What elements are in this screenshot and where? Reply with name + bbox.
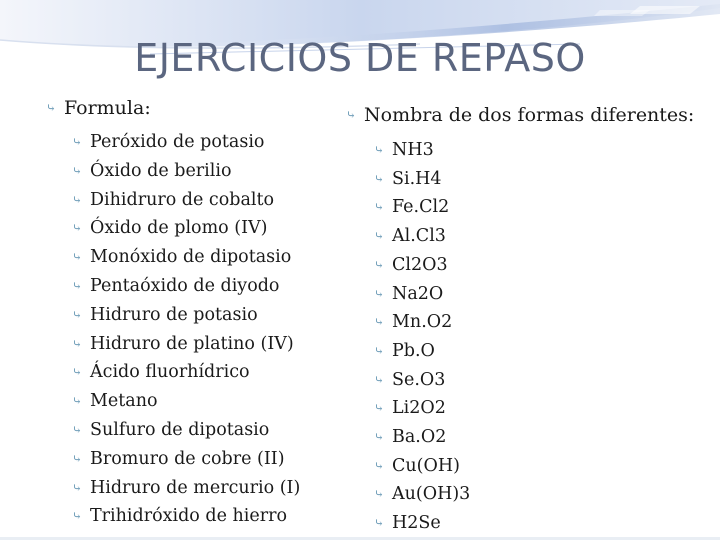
list-item-text: Peróxido de potasio bbox=[90, 132, 265, 152]
list-item bbox=[374, 308, 706, 337]
formula-heading-label: Formula: bbox=[64, 97, 151, 119]
curved-arrow-bullet-icon: ⤷ bbox=[374, 487, 385, 502]
list-item-text: Fe.Cl2 bbox=[392, 197, 450, 218]
curved-arrow-bullet-icon: ⤷ bbox=[374, 257, 385, 272]
list-item bbox=[374, 193, 706, 222]
curved-arrow-bullet-icon: ⤷ bbox=[72, 451, 83, 466]
curved-arrow-bullet-icon: ⤷ bbox=[374, 229, 385, 244]
curved-arrow-bullet-icon: ⤷ bbox=[374, 200, 385, 215]
list-item bbox=[374, 165, 706, 194]
list-item bbox=[374, 423, 706, 452]
curved-arrow-bullet-icon: ⤷ bbox=[72, 480, 83, 495]
list-item-text: Si.H4 bbox=[392, 168, 442, 189]
curved-arrow-bullet-icon: ⤷ bbox=[72, 250, 83, 265]
list-item bbox=[374, 452, 706, 481]
curved-arrow-bullet-icon: ⤷ bbox=[72, 365, 83, 380]
list-item bbox=[72, 445, 356, 474]
curved-arrow-bullet-icon: ⤷ bbox=[374, 143, 385, 157]
curved-arrow-bullet-icon: ⤷ bbox=[46, 101, 57, 115]
list-item-text: Ácido fluorhídrico bbox=[90, 362, 250, 383]
list-item bbox=[374, 366, 706, 395]
list-item-text: Trihidróxido de hierro bbox=[90, 506, 287, 527]
formula-list bbox=[46, 128, 356, 531]
list-item-text: Hidruro de platino (IV) bbox=[90, 333, 294, 354]
list-item-text: Ba.O2 bbox=[392, 427, 447, 448]
curved-arrow-bullet-icon: ⤷ bbox=[72, 394, 83, 409]
list-item bbox=[374, 480, 706, 509]
curved-arrow-bullet-icon: ⤷ bbox=[374, 286, 385, 301]
list-item bbox=[72, 330, 356, 359]
list-item bbox=[374, 509, 706, 538]
list-item bbox=[72, 128, 356, 157]
curved-arrow-bullet-icon: ⤷ bbox=[72, 163, 83, 178]
curved-arrow-bullet-icon: ⤷ bbox=[72, 509, 83, 524]
list-item-text: Al.Cl3 bbox=[392, 226, 446, 247]
formula-section bbox=[46, 96, 356, 531]
naming-heading-label: Nombra de dos formas diferentes: bbox=[364, 104, 695, 126]
curved-arrow-bullet-icon: ⤷ bbox=[374, 315, 385, 330]
list-item bbox=[72, 243, 356, 272]
list-item bbox=[72, 502, 356, 531]
curved-arrow-bullet-icon: ⤷ bbox=[374, 516, 385, 531]
list-item-text: H2Se bbox=[392, 513, 441, 534]
naming-heading bbox=[346, 103, 706, 127]
list-item bbox=[374, 394, 706, 423]
list-item-text: Na2O bbox=[392, 283, 444, 304]
list-item-text: Mn.O2 bbox=[392, 312, 453, 333]
curved-arrow-bullet-icon: ⤷ bbox=[374, 171, 385, 186]
list-item bbox=[72, 186, 356, 215]
curved-arrow-bullet-icon: ⤷ bbox=[374, 343, 385, 358]
list-item bbox=[374, 251, 706, 280]
curved-arrow-bullet-icon: ⤷ bbox=[72, 221, 83, 236]
naming-section bbox=[346, 103, 706, 538]
list-item-text: Cl2O3 bbox=[392, 254, 448, 275]
list-item-text: Dihidruro de cobalto bbox=[90, 189, 275, 210]
list-item-text: Pb.O bbox=[392, 340, 435, 361]
list-item bbox=[72, 358, 356, 387]
curved-arrow-bullet-icon: ⤷ bbox=[72, 307, 83, 322]
list-item-text: Óxido de plomo (IV) bbox=[90, 218, 268, 239]
list-item bbox=[72, 301, 356, 330]
curved-arrow-bullet-icon: ⤷ bbox=[374, 372, 385, 387]
list-item-text: Hidruro de mercurio (I) bbox=[90, 477, 301, 498]
list-item-text: Au(OH)3 bbox=[392, 484, 471, 505]
list-item bbox=[72, 416, 356, 445]
curved-arrow-bullet-icon: ⤷ bbox=[72, 336, 83, 351]
list-item bbox=[374, 136, 706, 165]
list-item-text: Óxido de berilio bbox=[90, 160, 232, 181]
curved-arrow-bullet-icon: ⤷ bbox=[374, 430, 385, 445]
curved-arrow-bullet-icon: ⤷ bbox=[72, 422, 83, 437]
list-item bbox=[374, 280, 706, 309]
list-item bbox=[374, 337, 706, 366]
list-item-text: Monóxido de dipotasio bbox=[90, 247, 292, 268]
list-item bbox=[72, 272, 356, 301]
curved-arrow-bullet-icon: ⤷ bbox=[72, 278, 83, 293]
compound-list bbox=[346, 136, 706, 538]
curved-arrow-bullet-icon: ⤷ bbox=[72, 192, 83, 207]
list-item-text: NH3 bbox=[392, 140, 434, 160]
curved-arrow-bullet-icon: ⤷ bbox=[346, 108, 357, 122]
curved-arrow-bullet-icon: ⤷ bbox=[72, 135, 83, 149]
list-item-text: Bromuro de cobre (II) bbox=[90, 448, 285, 469]
list-item-text: Hidruro de potasio bbox=[90, 304, 258, 325]
list-item bbox=[374, 222, 706, 251]
curved-arrow-bullet-icon: ⤷ bbox=[374, 458, 385, 473]
list-item-text: Cu(OH) bbox=[392, 455, 460, 476]
list-item-text: Pentaóxido de diyodo bbox=[90, 275, 280, 296]
list-item-text: Se.O3 bbox=[392, 369, 446, 390]
list-item bbox=[72, 387, 356, 416]
formula-heading bbox=[46, 96, 356, 120]
list-item-text: Metano bbox=[90, 391, 158, 412]
list-item bbox=[72, 474, 356, 503]
slide-title: EJERCICIOS DE REPASO bbox=[134, 36, 586, 80]
list-item-text: Li2O2 bbox=[392, 398, 446, 419]
list-item bbox=[72, 157, 356, 186]
list-item-text: Sulfuro de dipotasio bbox=[90, 419, 270, 440]
curved-arrow-bullet-icon: ⤷ bbox=[374, 401, 385, 416]
list-item bbox=[72, 214, 356, 243]
